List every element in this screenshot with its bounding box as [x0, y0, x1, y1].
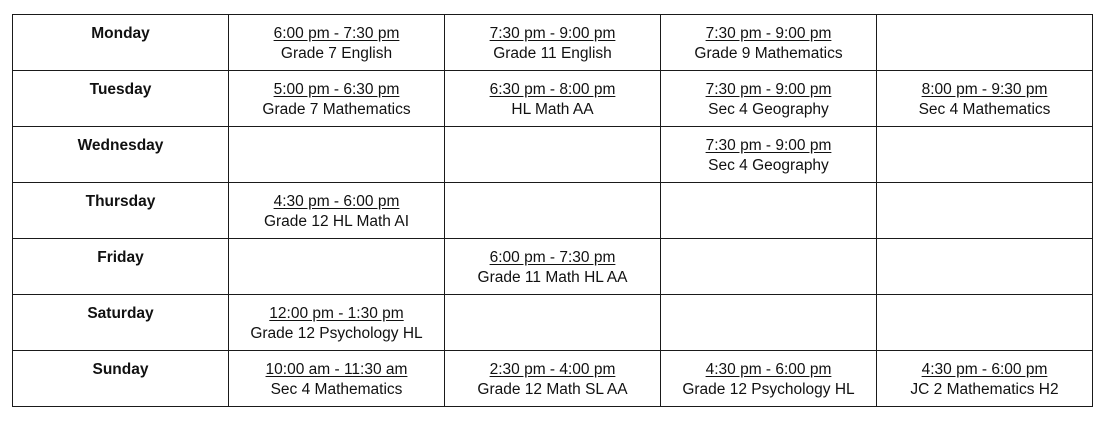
- class-slot-cell: [877, 71, 1093, 127]
- class-time: 2:30 pm - 4:00 pm: [489, 361, 616, 378]
- class-course: HL Math AA: [511, 101, 594, 118]
- day-cell: [13, 71, 229, 127]
- empty-slot-cell: [229, 127, 445, 183]
- class-course: Sec 4 Mathematics: [270, 381, 403, 398]
- class-course: Sec 4 Geography: [708, 101, 829, 118]
- class-course: Grade 11 Math HL AA: [477, 269, 628, 286]
- class-time: 5:00 pm - 6:30 pm: [273, 81, 400, 98]
- class-course: Sec 4 Mathematics: [918, 101, 1051, 118]
- empty-slot-cell: [877, 183, 1093, 239]
- class-slot-cell: [661, 351, 877, 407]
- class-slot-cell: [445, 239, 661, 295]
- day-cell: [13, 351, 229, 407]
- day-label: Wednesday: [77, 137, 164, 154]
- class-time: 6:00 pm - 7:30 pm: [489, 249, 616, 266]
- class-time: 10:00 am - 11:30 am: [265, 361, 408, 378]
- class-course: Grade 7 Mathematics: [262, 101, 411, 118]
- weekly-schedule-table: [12, 14, 1093, 407]
- empty-slot-cell: [877, 127, 1093, 183]
- schedule-row-wednesday: [13, 127, 1093, 183]
- class-slot-content: [877, 351, 1092, 400]
- class-slot-cell: [229, 71, 445, 127]
- day-label: Thursday: [85, 193, 156, 210]
- class-slot-content: [877, 71, 1092, 120]
- class-time: 8:00 pm - 9:30 pm: [921, 81, 1048, 98]
- class-slot-cell: [229, 351, 445, 407]
- class-slot-content: [229, 183, 444, 232]
- class-course: Grade 11 English: [493, 45, 612, 62]
- day-cell: [13, 127, 229, 183]
- class-course: Grade 12 Psychology HL: [682, 381, 855, 398]
- class-course: Sec 4 Geography: [708, 157, 829, 174]
- class-slot-content: [445, 239, 660, 288]
- class-slot-content: [661, 127, 876, 176]
- class-time: 6:30 pm - 8:00 pm: [489, 81, 616, 98]
- day-cell-content: [13, 239, 228, 268]
- day-cell: [13, 15, 229, 71]
- class-slot-cell: [229, 183, 445, 239]
- class-time: 7:30 pm - 9:00 pm: [705, 81, 832, 98]
- day-cell: [13, 295, 229, 351]
- empty-slot-cell: [229, 239, 445, 295]
- class-time: 4:30 pm - 6:00 pm: [273, 193, 400, 210]
- class-slot-cell: [229, 295, 445, 351]
- day-cell-content: [13, 127, 228, 156]
- class-course: Grade 9 Mathematics: [694, 45, 843, 62]
- class-slot-cell: [229, 15, 445, 71]
- class-slot-cell: [445, 351, 661, 407]
- class-course: Grade 12 Psychology HL: [250, 325, 423, 342]
- class-course: Grade 7 English: [280, 45, 393, 62]
- class-slot-content: [229, 295, 444, 344]
- day-cell-content: [13, 351, 228, 380]
- day-cell-content: [13, 295, 228, 324]
- empty-slot-cell: [877, 295, 1093, 351]
- day-cell: [13, 239, 229, 295]
- schedule-row-monday: [13, 15, 1093, 71]
- class-time: 12:00 pm - 1:30 pm: [269, 305, 404, 322]
- class-slot-content: [661, 71, 876, 120]
- class-slot-content: [445, 71, 660, 120]
- class-slot-cell: [445, 71, 661, 127]
- day-label: Monday: [91, 25, 150, 42]
- day-cell-content: [13, 183, 228, 212]
- empty-slot-cell: [661, 183, 877, 239]
- class-slot-content: [445, 351, 660, 400]
- day-cell-content: [13, 71, 228, 100]
- empty-slot-cell: [661, 295, 877, 351]
- class-slot-cell: [877, 351, 1093, 407]
- class-slot-cell: [445, 15, 661, 71]
- schedule-body: [13, 15, 1093, 407]
- class-course: JC 2 Mathematics H2: [910, 381, 1059, 398]
- empty-slot-cell: [661, 239, 877, 295]
- class-course: Grade 12 HL Math AI: [263, 213, 410, 230]
- class-time: 7:30 pm - 9:00 pm: [705, 25, 832, 42]
- class-slot-content: [445, 15, 660, 64]
- empty-slot-cell: [877, 239, 1093, 295]
- schedule-row-sunday: [13, 351, 1093, 407]
- class-slot-cell: [661, 15, 877, 71]
- empty-slot-cell: [445, 295, 661, 351]
- class-time: 4:30 pm - 6:00 pm: [705, 361, 832, 378]
- empty-slot-cell: [445, 183, 661, 239]
- schedule-row-thursday: [13, 183, 1093, 239]
- schedule-row-tuesday: [13, 71, 1093, 127]
- day-label: Friday: [97, 249, 144, 266]
- day-label: Tuesday: [89, 81, 152, 98]
- class-slot-content: [229, 351, 444, 400]
- class-time: 7:30 pm - 9:00 pm: [489, 25, 616, 42]
- empty-slot-cell: [445, 127, 661, 183]
- class-time: 7:30 pm - 9:00 pm: [705, 137, 832, 154]
- class-slot-content: [661, 15, 876, 64]
- day-label: Saturday: [87, 305, 154, 322]
- class-time: 6:00 pm - 7:30 pm: [273, 25, 400, 42]
- class-course: Grade 12 Math SL AA: [477, 381, 628, 398]
- day-label: Sunday: [92, 361, 149, 378]
- day-cell-content: [13, 15, 228, 44]
- day-cell: [13, 183, 229, 239]
- class-slot-cell: [661, 71, 877, 127]
- class-slot-content: [229, 15, 444, 64]
- class-slot-content: [229, 71, 444, 120]
- class-slot-cell: [661, 127, 877, 183]
- class-slot-content: [661, 351, 876, 400]
- empty-slot-cell: [877, 15, 1093, 71]
- schedule-row-friday: [13, 239, 1093, 295]
- schedule-row-saturday: [13, 295, 1093, 351]
- class-time: 4:30 pm - 6:00 pm: [921, 361, 1048, 378]
